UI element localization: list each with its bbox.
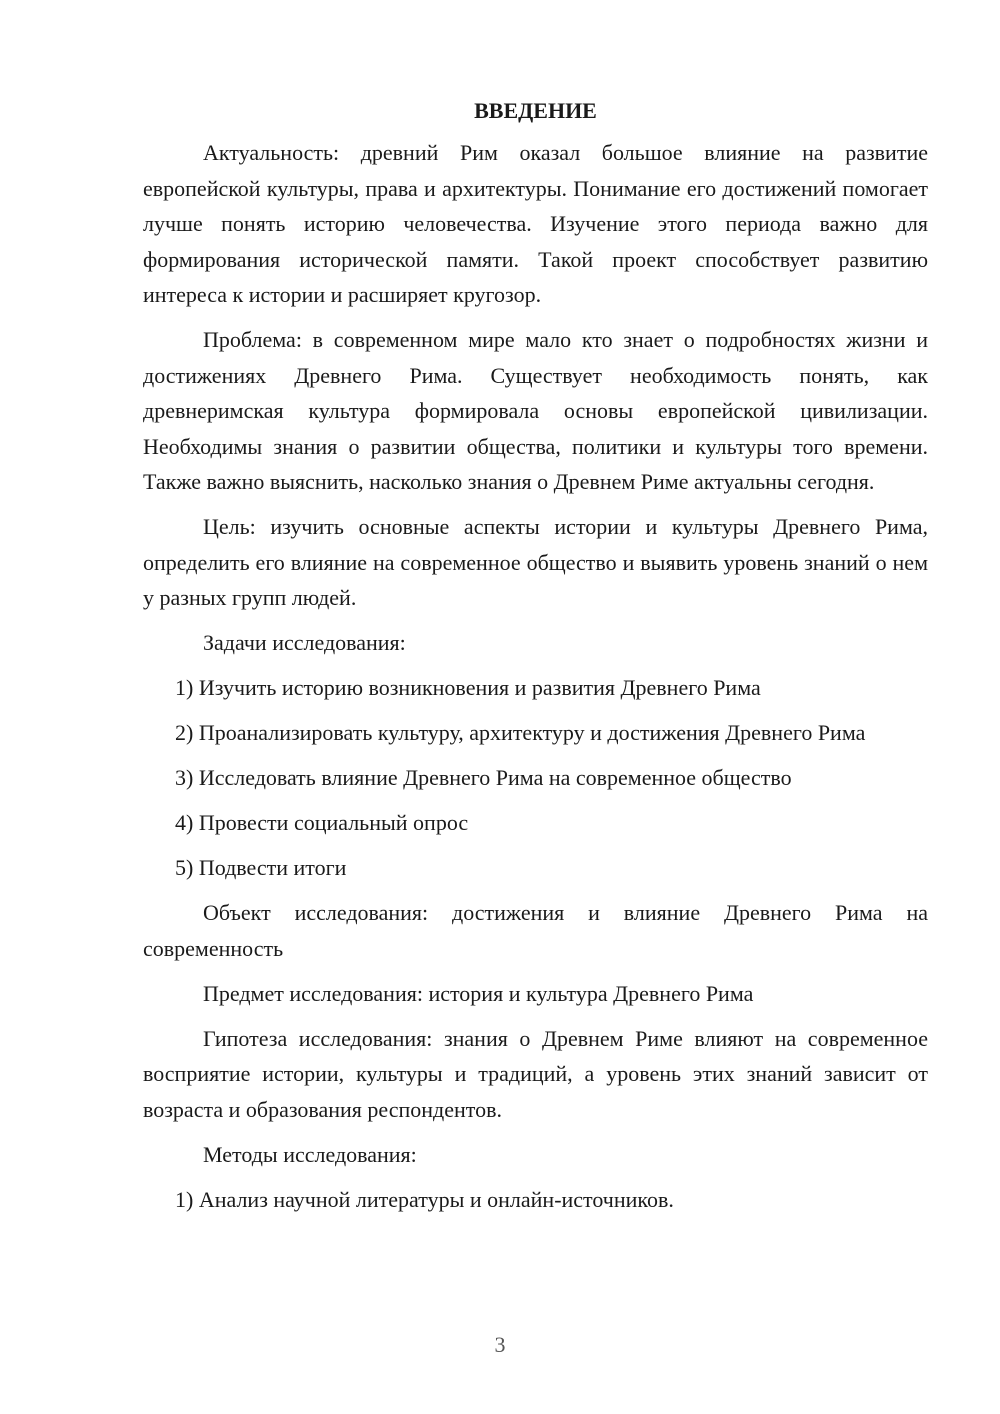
- section-title: ВВЕДЕНИЕ: [474, 98, 597, 123]
- methods-heading: Методы исследования:: [203, 1141, 417, 1167]
- object-paragraph: Объект исследования: достижения и влияние Древнего Рима на современность: [143, 900, 928, 961]
- goal-paragraph: Цель: изучить основные аспекты истории и культуры Древнего Рима, определить его влияние на современное общество и выявить уровень знаний о нем у разных групп людей.: [143, 514, 928, 610]
- tasks-heading: Задачи исследования:: [203, 630, 406, 655]
- hypothesis-paragraph: Гипотеза исследования: знания о Древнем Риме влияют на современное восприятие истории, культуры и традиций, а уровень этих знаний зависит от возраста и образования респондентов.: [143, 1025, 928, 1122]
- subject-paragraph: Предмет исследования: история и культура Древнего Рима: [203, 980, 754, 1006]
- relevance-paragraph: Актуальность: древний Рим оказал большое влияние на развитие европейской культуры, права и архитектуры. Понимание его достижений помогает лучше понять историю человечества. Изучение этого периода важно для формирования исторической памяти. Такой проект способствует развитию интереса к истории и расширяет кругозор.: [143, 140, 928, 307]
- task-item-3: 3) Исследовать влияние Древнего Рима на современное общество: [175, 765, 792, 790]
- task-item-4: 4) Провести социальный опрос: [175, 810, 469, 835]
- method-item-1: 1) Анализ научной литературы и онлайн-источников.: [175, 1186, 674, 1212]
- task-item-2: 2) Проанализировать культуру, архитектуру и достижения Древнего Рима: [175, 720, 866, 745]
- task-item-5: 5) Подвести итоги: [175, 855, 347, 880]
- task-item-1: 1) Изучить историю возникновения и развития Древнего Рима: [175, 675, 761, 700]
- page-number: 3: [494, 1332, 506, 1357]
- document-page: [143, 96, 928, 1227]
- problem-paragraph: Проблема: в современном мире мало кто знает о подробностях жизни и достижениях Древнего Рима. Существует необходимость понять, как древнеримская культура формировала основы европейской цивилизации. Необходимы знания о развитии общества, политики и культуры того времени. Также важно выяснить, насколько знания о Древнем Риме актуальны сегодня.: [143, 327, 928, 494]
